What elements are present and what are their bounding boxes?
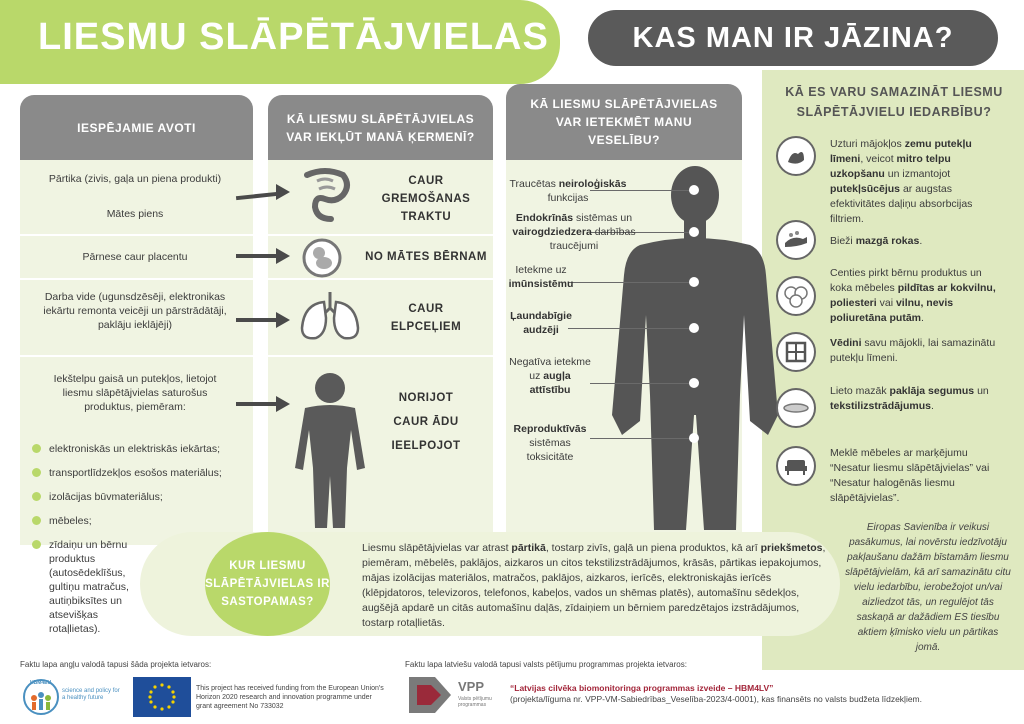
where-found-text: Liesmu slāpētājvielas var atrast pārtikā, tostarp zivīs, gaļā un piena produktos, kā arī priekšmetos, piemēram, mēbelēs, paklājos, aizkaros un citos tekstilizstrādājumos, krāsās, pārtikas iepakojumos, mājas izolācijas materiālos, matračos, paklājos, aizkaros, ierīcēs, elektroniskajās ierīcēs (klēpjdatoros, televizoros, telefonos, kabeļos, vados un shēmas platēs), automašīnu sēdekļos, augšējā apdarē un citās automašīnu daļās, zīdaiņiem un bērniem paredzētajos izstrādājumos, tostarp rotaļlietās. — [362, 542, 826, 629]
list-item: mēbeles; — [32, 514, 247, 528]
eu-funding-text: This project has received funding from the European Union's Horizon 2020 research and innovation programme under grant agreement No 733032 — [196, 685, 384, 710]
effect-cancer: Ļaundabīgie audzēji — [510, 310, 572, 336]
list-item: zīdaiņu un bērnu produktus (autosēdeklīšus, gultiņu matračus, autiņbiksītes un atsevišķas rotaļlietas). — [32, 538, 247, 636]
hbm4eu-tagline: science and policy for a healthy future — [62, 688, 120, 701]
vpp-logo-icon — [405, 673, 455, 717]
hbm4eu-wordmark: HBM4EU — [30, 680, 52, 686]
lungs-icon — [298, 288, 362, 344]
footer-right-caption: Faktu lapa latviešu valodā tapusi valsts pētījumu programmas projekta ietvaros: — [405, 660, 687, 669]
source-breastmilk: Mātes piens — [106, 208, 164, 220]
window-icon — [776, 332, 816, 372]
main-title: LIESMU SLĀPĒTĀJVIELAS — [38, 16, 549, 58]
list-item: elektroniskās un elektriskās iekārtas; — [32, 442, 247, 456]
routes-header: KĀ LIESMU SLĀPĒTĀJVIELAS VAR IEKĻŪT MANĀ ĶERMENĪ? — [268, 95, 493, 160]
source-indoor: Iekštelpu gaisā un putekļos, lietojot liesmu slāpētājvielas saturošus produktus, piemēram: — [53, 373, 217, 413]
list-item: transportlīdzekļos esošos materiālus; — [32, 466, 247, 480]
tip-materials: Centies pirkt bērnu produktus un koka mēbeles pildītas ar kokvilnu, poliesteri vai vilnu, nevis poliuretāna putām. — [830, 267, 996, 324]
sources-header: IESPĒJAMIE AVOTI — [20, 95, 253, 160]
effects-header: KĀ LIESMU SLĀPĒTĀJVIELAS VAR IETEKMĒT MANU VESELĪBU? — [506, 84, 742, 160]
tip-labels: Meklē mēbeles ar marķējumu “Nesatur liesmu slāpētājvielas” vai “Nesatur halogēnās liesmu slāpētājvielas”. — [830, 447, 990, 504]
eu-note: Eiropas Savienība ir veikusi pasākumus, lai novērstu iedzīvotāju pakļaušanu dažām bīstamām liesmu slāpētājvielām, kā arī samazinātu citu vielu iedarbību, ierobežojot un/vai aizliedzot tās, un regulējot tās saskaņā ar dažādiem ES tiesību aktiem ķīmisko vielu un pārtikas jomā. — [845, 522, 1011, 653]
vpp-subtitle: Valsts pētījumu programmas — [458, 696, 492, 708]
tip-dust: Uzturi mājokļos zemu putekļu līmeni, veicot mitro telpu uzkopšanu un izmantojot putekļsūcējus ar augstas efektivitātes daļiņu absorbcijas filtriem. — [830, 138, 973, 225]
project-details: (projekta/līguma nr. VPP-VM-Sabiedrības_Veselība-2023/4-0001), kas finansēts no valsts budžeta līdzekļiem. — [510, 694, 922, 704]
where-found-question: KUR LIESMU SLĀPĒTĀJVIELAS IR SASTOPAMAS? — [205, 532, 330, 636]
handwash-icon — [776, 220, 816, 260]
prevention-header: KĀ ES VARU SAMAZINĀT LIESMU SLĀPĒTĀJVIELU IEDARBĪBU? — [785, 85, 1003, 119]
vpp-wordmark: VPP — [458, 679, 485, 694]
effect-neurological: Traucētas neiroloģiskās funkcijas — [509, 178, 627, 204]
title-banner — [0, 0, 560, 84]
list-item: izolācijas būvmateriālus; — [32, 490, 247, 504]
subtitle-banner — [588, 10, 998, 66]
carpet-icon — [776, 388, 816, 428]
footer-left-caption: Faktu lapa angļu valodā tapusi šāda projekta ietvaros: — [20, 660, 212, 669]
fetus-icon — [300, 236, 344, 280]
cotton-icon — [776, 276, 816, 316]
effect-fetal: Negatīva ietekme uz augļa attīstību — [509, 356, 591, 396]
tip-ventilate: Vēdini savu mājokli, lai samazinātu putekļu līmeni. — [830, 337, 996, 364]
effect-reproductive: Reproduktīvās sistēmas toksicitāte — [513, 423, 587, 463]
dust-icon — [776, 136, 816, 176]
tip-carpet: Lieto mazāk paklāja segumus un tekstilizstrādājumus. — [830, 385, 989, 412]
armchair-icon — [776, 446, 816, 486]
source-workplace: Darba vide (ugunsdzēsēji, elektronikas iekārtu remonta veicēji un pārstrādātāji, paklāju ieklājēji) — [43, 291, 227, 331]
tip-handwash: Bieži mazgā rokas. — [830, 235, 923, 247]
intestine-icon — [295, 165, 355, 225]
source-food: Pārtika (zivis, gaļa un piena produkti) — [48, 173, 222, 185]
route-multiple: NORIJOT CAUR ĀDU IEELPOJOT — [391, 392, 461, 452]
route-digestive: CAUR GREMOŠANAS TRAKTU — [381, 175, 471, 223]
effect-immune: Ietekme uz imūnsistēmu — [508, 264, 574, 290]
eu-flag-icon — [133, 677, 191, 717]
effect-endocrine: Endokrīnās sistēmas un vairogdziedzera darbības traucējumi — [512, 212, 636, 252]
subtitle: KAS MAN IR JĀZINA? — [632, 22, 954, 54]
route-mother-child: NO MĀTES BĒRNAM — [365, 251, 487, 263]
project-title: “Latvijas cilvēka biomonitoringa programmas izveide – HBM4LV” — [510, 683, 774, 693]
source-placenta: Pārnese caur placentu — [82, 251, 188, 263]
body-silhouette-icon — [275, 368, 375, 528]
route-respiratory: CAUR ELPCEĻIEM — [390, 303, 462, 333]
